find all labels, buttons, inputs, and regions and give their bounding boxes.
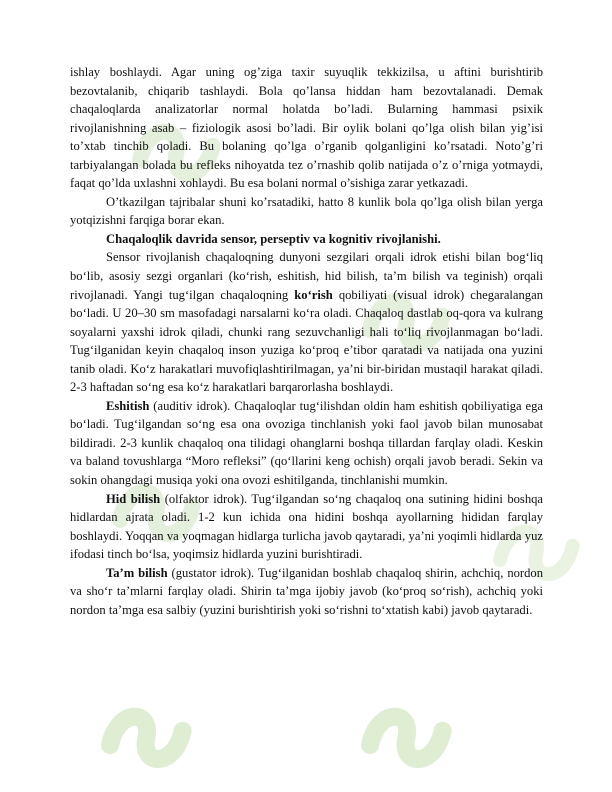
paragraph-sensor-text-a: Sensor rivojlanish chaqaloqning dunyoni sezgilari orqali idrok etishi bilan bog‘liq bo‘lib, asosiy sezgi organlari (ko‘rish, eshitish, hid bilish, ta’m bilish va teginish) orqali rivojlanadi. Yangi tug‘ilgan chaqaloqning bbox=[70, 250, 543, 302]
paragraph-1: ishlay boshlaydi. Agar uning og’ziga taxir suyuqlik tekkizilsa, u aftini burishtirib bezovtalanib, chiqarib tashlaydi. Bola qo’lansa hiddan ham bezovtalanadi. Demak chaqaloqlarda analizatorlar normal holatda bo’ladi. Bularning hammasi psixik rivojlanishning asab – fiziologik asosi bo’ladi. Bir oylik bolani qo’lga olish bilan yig’isi to’xtab tinchib qoladi. Bu bolaning qo’lga o’rganib qolganligini ko’rsatadi. Noto’g’ri tarbiyalangan bolada bu refleks nihoyatda tez o’rnashib qolib natijada o’z o’rniga yotmaydi, faqat qo’lda uxlashni xohlaydi. Bu esa bolani normal o’sishiga zarar yetkazadi. bbox=[70, 65, 543, 191]
paragraph-hid-bilish bbox=[70, 490, 543, 564]
term-eshitish: Eshitish bbox=[106, 398, 150, 413]
term-hid-bilish: Hid bilish bbox=[106, 491, 161, 506]
paragraph-eshitish-text: (auditiv idrok). Chaqaloqlar tug‘ilishdan oldin ham eshitish qobiliyatiga ega bo‘ladi. Tug‘ilgandan so‘ng esa ona ovoziga tinchlanish yoki faol javob bilan munosabat bildiradi. 2-3 kunlik chaqaloq ona tilidagi ohanglarni boshqa tillardan farqlay oladi. Keskin va baland tovushlarga “Moro refleksi” (qo‘llarini keng ochish) orqali javob beradi. Sekin va sokin ohangdagi musiqa yoki ona ovozi eshitilganda, tinchlanishi mumkin. bbox=[70, 398, 543, 488]
watermark-mark bbox=[363, 698, 450, 779]
document-body bbox=[70, 63, 543, 619]
paragraph-sensor bbox=[70, 248, 543, 396]
watermark-mark bbox=[103, 698, 190, 779]
section-heading: Chaqaloqlik davrida sensor, perseptiv va kognitiv rivojlanishi. bbox=[106, 231, 441, 246]
paragraph-tam-bilish-text: (gustator idrok). Tug‘ilganidan boshlab chaqaloq shirin, achchiq, nordon va sho‘r ta’mlarni farqlay oladi. Shirin ta’mga ijobiy javob (ko‘proq so‘rish), achchiq yoki nordon ta’mga esa salbiy (yuzini burishtirish yoki so‘rishni to‘xtatish kabi) javob qaytaradi. bbox=[70, 565, 544, 617]
paragraph-tam-bilish bbox=[70, 564, 543, 620]
paragraph-sensor-text-b: qobiliyati (visual idrok) chegaralangan bo‘ladi. U 20–30 sm masofadagi narsalarni ko‘ra oladi. Chaqaloq dastlab oq-qora va kulrang soyalarni yaxshi idrok qiladi, chunki rang sezuvchanligi hali to‘liq rivojlanmagan bo‘ladi. Tug‘ilganidan keyin chaqaloq inson yuziga ko‘proq e’tibor qaratadi va natijada ona yuzini tanib oladi. Ko‘z harakatlari muvofiqlashtirilmagan, ya’ni bir-biridan mustaqil harakat qiladi. 2-3 haftadan so‘ng esa ko‘z harakatlari barqarorlasha boshlaydi. bbox=[70, 287, 543, 395]
term-tam-bilish: Ta’m bilish bbox=[106, 565, 168, 580]
paragraph-2: O’tkazilgan tajribalar shuni ko’rsatadiki, hatto 8 kunlik bola qo’lga olish bilan yerga yotqizishni farqiga borar ekan. bbox=[70, 194, 543, 228]
paragraph-eshitish bbox=[70, 397, 543, 490]
paragraph-hid-bilish-text: (olfaktor idrok). Tug‘ilgandan so‘ng chaqaloq ona sutining hidini boshqa hidlardan ajrata oladi. 1-2 kun ichida ona hidini boshqa ayollarning hididan farqlay boshlaydi. Yoqqan va yoqmagan hidlarga turlicha javob qaytaradi, ya’ni yoqimli hidlarda yuz ifodasi tinch bo‘lsa, yoqimsiz hidlarda yuzini burishtiradi. bbox=[70, 491, 543, 562]
term-korish: ko‘rish bbox=[294, 287, 333, 302]
